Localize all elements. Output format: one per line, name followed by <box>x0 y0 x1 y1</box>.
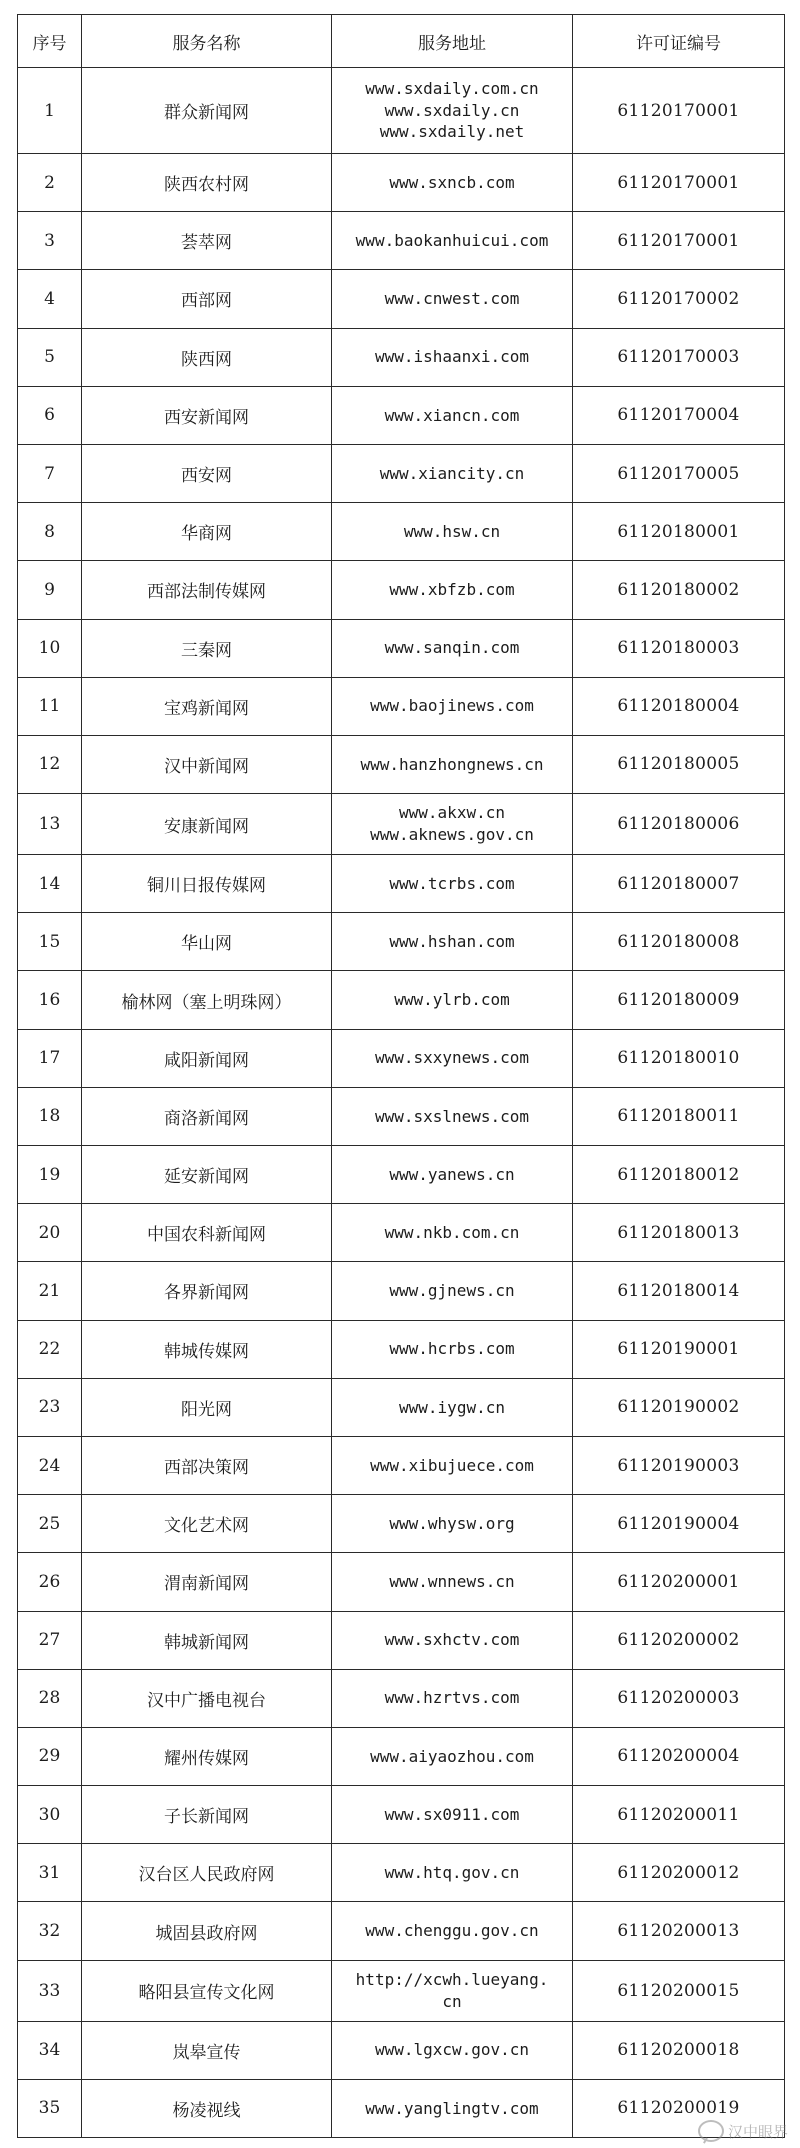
cell-name: 中国农科新闻网 <box>82 1204 332 1262</box>
cell-name: 陕西农村网 <box>82 154 332 212</box>
cell-name: 商洛新闻网 <box>82 1087 332 1145</box>
cell-seq: 23 <box>18 1378 82 1436</box>
cell-address: www.gjnews.cn <box>332 1262 573 1320</box>
cell-address: www.sx0911.com <box>332 1786 573 1844</box>
cell-license: 61120180001 <box>573 503 785 561</box>
cell-license: 61120180007 <box>573 855 785 913</box>
cell-name: 西安新闻网 <box>82 386 332 444</box>
cell-seq: 7 <box>18 444 82 502</box>
table-row <box>18 1495 785 1553</box>
cell-address: www.yanglingtv.com <box>332 2079 573 2137</box>
table-row <box>18 270 785 328</box>
cell-address: www.xibujuece.com <box>332 1436 573 1494</box>
cell-name: 文化艺术网 <box>82 1495 332 1553</box>
cell-name: 延安新闻网 <box>82 1146 332 1204</box>
wechat-logo-icon <box>698 2120 724 2142</box>
table-row <box>18 855 785 913</box>
header-address: 服务地址 <box>332 15 573 68</box>
cell-address: www.htq.gov.cn <box>332 1844 573 1902</box>
table-row <box>18 2079 785 2137</box>
table-row <box>18 1378 785 1436</box>
cell-seq: 35 <box>18 2079 82 2137</box>
cell-seq: 16 <box>18 971 82 1029</box>
cell-address: www.xiancn.com <box>332 386 573 444</box>
cell-seq: 29 <box>18 1727 82 1785</box>
cell-seq: 25 <box>18 1495 82 1553</box>
table-row <box>18 913 785 971</box>
cell-license: 61120200004 <box>573 1727 785 1785</box>
cell-seq: 12 <box>18 735 82 793</box>
table-row <box>18 735 785 793</box>
cell-license: 61120180002 <box>573 561 785 619</box>
cell-address: www.hsw.cn <box>332 503 573 561</box>
cell-address: www.sxdaily.com.cn www.sxdaily.cn www.sxdaily.net <box>332 68 573 154</box>
cell-address: www.baokanhuicui.com <box>332 212 573 270</box>
cell-seq: 34 <box>18 2021 82 2079</box>
cell-license: 61120190004 <box>573 1495 785 1553</box>
cell-license: 61120180005 <box>573 735 785 793</box>
cell-license: 61120200001 <box>573 1553 785 1611</box>
table-row <box>18 328 785 386</box>
cell-seq: 5 <box>18 328 82 386</box>
cell-license: 61120170001 <box>573 212 785 270</box>
cell-seq: 11 <box>18 677 82 735</box>
cell-license: 61120180011 <box>573 1087 785 1145</box>
table-row <box>18 1029 785 1087</box>
table-row <box>18 212 785 270</box>
cell-address: www.akxw.cn www.aknews.gov.cn <box>332 794 573 855</box>
cell-name: 西部决策网 <box>82 1436 332 1494</box>
cell-license: 61120200012 <box>573 1844 785 1902</box>
table-row <box>18 1204 785 1262</box>
cell-name: 城固县政府网 <box>82 1902 332 1960</box>
cell-address: www.cnwest.com <box>332 270 573 328</box>
cell-seq: 10 <box>18 619 82 677</box>
cell-seq: 20 <box>18 1204 82 1262</box>
cell-name: 岚皋宣传 <box>82 2021 332 2079</box>
table-row <box>18 68 785 154</box>
cell-license: 61120190001 <box>573 1320 785 1378</box>
cell-seq: 9 <box>18 561 82 619</box>
cell-address: www.lgxcw.gov.cn <box>332 2021 573 2079</box>
cell-license: 61120170004 <box>573 386 785 444</box>
cell-license: 61120180013 <box>573 1204 785 1262</box>
cell-name: 西安网 <box>82 444 332 502</box>
watermark <box>698 2120 788 2142</box>
cell-seq: 33 <box>18 1960 82 2021</box>
cell-address: www.hanzhongnews.cn <box>332 735 573 793</box>
cell-seq: 13 <box>18 794 82 855</box>
cell-name: 华商网 <box>82 503 332 561</box>
cell-seq: 32 <box>18 1902 82 1960</box>
cell-address: www.ylrb.com <box>332 971 573 1029</box>
cell-name: 安康新闻网 <box>82 794 332 855</box>
table-row <box>18 1960 785 2021</box>
cell-name: 三秦网 <box>82 619 332 677</box>
header-name: 服务名称 <box>82 15 332 68</box>
cell-name: 略阳县宣传文化网 <box>82 1960 332 2021</box>
cell-seq: 4 <box>18 270 82 328</box>
cell-license: 61120200003 <box>573 1669 785 1727</box>
cell-name: 阳光网 <box>82 1378 332 1436</box>
cell-license: 61120170002 <box>573 270 785 328</box>
cell-license: 61120200011 <box>573 1786 785 1844</box>
cell-license: 61120180004 <box>573 677 785 735</box>
table-row <box>18 1262 785 1320</box>
cell-license: 61120180010 <box>573 1029 785 1087</box>
cell-name: 荟萃网 <box>82 212 332 270</box>
cell-seq: 31 <box>18 1844 82 1902</box>
cell-license: 61120180008 <box>573 913 785 971</box>
table-row <box>18 1669 785 1727</box>
cell-address: www.sxhctv.com <box>332 1611 573 1669</box>
cell-name: 华山网 <box>82 913 332 971</box>
cell-name: 汉中广播电视台 <box>82 1669 332 1727</box>
cell-name: 咸阳新闻网 <box>82 1029 332 1087</box>
license-table <box>17 14 785 2138</box>
cell-license: 61120180014 <box>573 1262 785 1320</box>
cell-seq: 30 <box>18 1786 82 1844</box>
cell-name: 渭南新闻网 <box>82 1553 332 1611</box>
cell-seq: 18 <box>18 1087 82 1145</box>
cell-address: www.ishaanxi.com <box>332 328 573 386</box>
table-row <box>18 677 785 735</box>
cell-name: 陕西网 <box>82 328 332 386</box>
cell-address: www.wnnews.cn <box>332 1553 573 1611</box>
table-row <box>18 154 785 212</box>
cell-name: 韩城传媒网 <box>82 1320 332 1378</box>
cell-name: 各界新闻网 <box>82 1262 332 1320</box>
watermark-text: 汉中眼界 <box>727 2122 788 2141</box>
cell-address: www.iygw.cn <box>332 1378 573 1436</box>
cell-seq: 21 <box>18 1262 82 1320</box>
cell-license: 61120200002 <box>573 1611 785 1669</box>
table-row <box>18 503 785 561</box>
cell-name: 耀州传媒网 <box>82 1727 332 1785</box>
cell-address: www.yanews.cn <box>332 1146 573 1204</box>
table-row <box>18 971 785 1029</box>
cell-license: 61120170001 <box>573 154 785 212</box>
cell-seq: 27 <box>18 1611 82 1669</box>
table-row <box>18 1087 785 1145</box>
cell-name: 宝鸡新闻网 <box>82 677 332 735</box>
cell-address: www.hzrtvs.com <box>332 1669 573 1727</box>
cell-seq: 26 <box>18 1553 82 1611</box>
table-header-row <box>18 15 785 68</box>
table-row <box>18 1786 785 1844</box>
cell-name: 群众新闻网 <box>82 68 332 154</box>
cell-seq: 2 <box>18 154 82 212</box>
cell-address: www.tcrbs.com <box>332 855 573 913</box>
cell-license: 61120180006 <box>573 794 785 855</box>
cell-name: 韩城新闻网 <box>82 1611 332 1669</box>
cell-name: 子长新闻网 <box>82 1786 332 1844</box>
header-license: 许可证编号 <box>573 15 785 68</box>
cell-license: 61120200019 <box>573 2079 785 2137</box>
cell-address: www.baojinews.com <box>332 677 573 735</box>
cell-seq: 22 <box>18 1320 82 1378</box>
cell-license: 61120190002 <box>573 1378 785 1436</box>
cell-name: 榆林网（塞上明珠网） <box>82 971 332 1029</box>
cell-address: www.sxncb.com <box>332 154 573 212</box>
cell-address: http://xcwh.lueyang. cn <box>332 1960 573 2021</box>
cell-address: www.sxslnews.com <box>332 1087 573 1145</box>
cell-address: www.sanqin.com <box>332 619 573 677</box>
cell-address: www.sxxynews.com <box>332 1029 573 1087</box>
cell-address: www.hcrbs.com <box>332 1320 573 1378</box>
cell-seq: 14 <box>18 855 82 913</box>
cell-seq: 15 <box>18 913 82 971</box>
cell-seq: 19 <box>18 1146 82 1204</box>
table-row <box>18 1902 785 1960</box>
cell-name: 汉中新闻网 <box>82 735 332 793</box>
cell-address: www.chenggu.gov.cn <box>332 1902 573 1960</box>
cell-seq: 1 <box>18 68 82 154</box>
cell-license: 61120170003 <box>573 328 785 386</box>
cell-address: www.xbfzb.com <box>332 561 573 619</box>
cell-address: www.aiyaozhou.com <box>332 1727 573 1785</box>
cell-license: 61120200018 <box>573 2021 785 2079</box>
header-seq: 序号 <box>18 15 82 68</box>
table-row <box>18 2021 785 2079</box>
cell-license: 61120200015 <box>573 1960 785 2021</box>
table-row <box>18 619 785 677</box>
table-row <box>18 444 785 502</box>
cell-seq: 8 <box>18 503 82 561</box>
table-row <box>18 1553 785 1611</box>
cell-license: 61120170001 <box>573 68 785 154</box>
table-row <box>18 1844 785 1902</box>
table-row <box>18 1146 785 1204</box>
cell-name: 汉台区人民政府网 <box>82 1844 332 1902</box>
cell-name: 西部法制传媒网 <box>82 561 332 619</box>
table-row <box>18 1611 785 1669</box>
cell-seq: 28 <box>18 1669 82 1727</box>
cell-license: 61120180003 <box>573 619 785 677</box>
cell-license: 61120170005 <box>573 444 785 502</box>
cell-license: 61120180012 <box>573 1146 785 1204</box>
table-body <box>18 68 785 2138</box>
cell-address: www.xiancity.cn <box>332 444 573 502</box>
table-row <box>18 1727 785 1785</box>
table-row <box>18 1436 785 1494</box>
cell-address: www.nkb.com.cn <box>332 1204 573 1262</box>
cell-seq: 24 <box>18 1436 82 1494</box>
cell-license: 61120180009 <box>573 971 785 1029</box>
cell-name: 西部网 <box>82 270 332 328</box>
table-row <box>18 386 785 444</box>
cell-license: 61120200013 <box>573 1902 785 1960</box>
cell-seq: 6 <box>18 386 82 444</box>
cell-address: www.hshan.com <box>332 913 573 971</box>
table-row <box>18 1320 785 1378</box>
cell-name: 铜川日报传媒网 <box>82 855 332 913</box>
table-row <box>18 561 785 619</box>
cell-seq: 3 <box>18 212 82 270</box>
cell-license: 61120190003 <box>573 1436 785 1494</box>
cell-seq: 17 <box>18 1029 82 1087</box>
cell-address: www.whysw.org <box>332 1495 573 1553</box>
table-row <box>18 794 785 855</box>
cell-name: 杨凌视线 <box>82 2079 332 2137</box>
